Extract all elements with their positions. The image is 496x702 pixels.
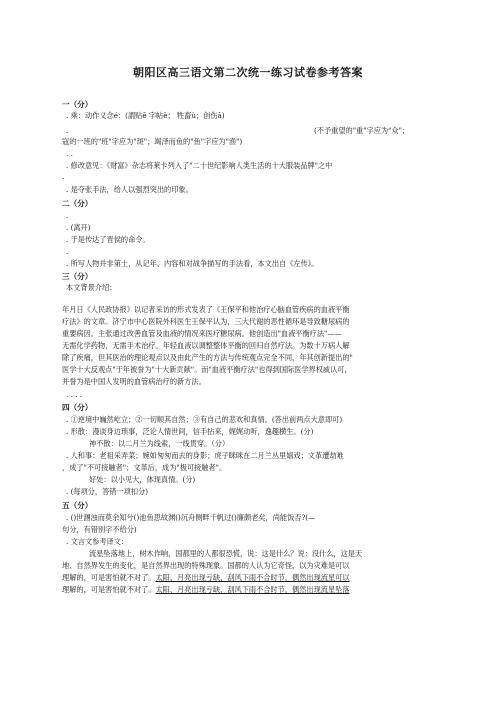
underlined-text: 太阳、月亮出现亏缺，刮风下雨不合时节，偶然出现流星坠落 bbox=[155, 585, 350, 594]
paragraph-line bbox=[62, 585, 350, 594]
answer-line: 本文背景介绍： bbox=[66, 283, 117, 292]
answer-line: . 人和事：老祖采弄菜；婉如匆匆而去的身影；虎子眯咪在二月兰丛里嬉戏；文革遭劫难 bbox=[66, 451, 344, 460]
answer-line: 寇的一班的"班"字应为"斑"；竭泽而鱼的"鱼"字应为"渔") bbox=[62, 137, 243, 146]
paragraph-line: 流星坠落地上，树木作响，国都里的人都很恐慌，说：这是什么？说：没什么，这是天 bbox=[89, 549, 363, 558]
section-5-heading: 五（分） bbox=[62, 501, 93, 510]
paragraph-line: 除了疾痛，但其医治的理论观点以及由此产生的方法与传统观点完全不同，年其创新提出的" bbox=[62, 353, 353, 362]
section-4-heading: 四（分） bbox=[62, 403, 93, 412]
answer-line: 神不散：以二月兰为线索，一线贯穿。（分） bbox=[89, 439, 230, 448]
answer-line: . 于是传达了晋侯的命令。 bbox=[66, 235, 150, 244]
answer-line: 句分，有错别字不给分) bbox=[62, 525, 137, 534]
answer-line: (不予重望的"重"字应为"众"； bbox=[314, 126, 410, 135]
answer-line: . . bbox=[66, 149, 73, 158]
answer-line: . 文言文参考译文： bbox=[66, 537, 129, 546]
answer-line: . bbox=[66, 211, 69, 220]
answer-line: . bbox=[62, 172, 65, 181]
answer-line: . 所写人物并非第土，从记年、内容和对战争描写的手法看，本文出自《左传》。 bbox=[66, 259, 319, 268]
paragraph-line: 疗法》的文章。济宁市中心医院外科医生王保平认为，三大代谢的恶性循环是导致糖尿病的 bbox=[62, 317, 350, 326]
text-run: 理解的，可是害怕就不对了。 bbox=[62, 573, 156, 582]
section-3-heading: 三（分） bbox=[62, 272, 93, 281]
answer-line: . bbox=[66, 126, 69, 135]
paragraph-line: 地、自然界发生的变化，是自然界出现的特殊现象。国都的人认为它奇怪，以为灾难是可以 bbox=[62, 561, 350, 570]
answer-line: . (离开) bbox=[66, 223, 91, 232]
answer-line: . 是夺张手法，给人以强烈突出的印象。 bbox=[66, 185, 193, 194]
paragraph-line: 无需化学药物，无需手术治疗。年轻血液以调整整体平衡的回归自然疗法。为数十万病人解 bbox=[62, 341, 350, 350]
paragraph-line: 重要病因。主张通过改善血管及血液的情况来医疗糖尿病。他创造出"血液平衡疗法"—— bbox=[62, 329, 342, 338]
paragraph-line: 年月日《人民政协报》以记者采访的形式发表了《王保平和他治疗心脑血管疾病的血液平衡 bbox=[62, 305, 350, 314]
answer-line: 好处：以小见大，体现真情。(分) bbox=[89, 475, 196, 484]
answer-line: . ()世溷浊而莫余知兮()池鱼思故渊()沉舟侧畔千帆过()廉颇老矣，尚能饭否?(— bbox=[66, 513, 316, 522]
answer-line: . (每项分，答错一项扣分) bbox=[66, 487, 149, 496]
answer-line: . . . . bbox=[66, 390, 82, 399]
text-run: 理解的，可是害怕就不对了。 bbox=[62, 585, 156, 594]
underlined-text: 太阳、月亮出现亏缺，刮风下雨不合时节，偶然出现流星可以 bbox=[155, 573, 350, 582]
paragraph-line: 并誉为是中国人发明的血管病治疗的新方法。 bbox=[62, 377, 206, 386]
paragraph-line bbox=[62, 573, 350, 582]
document-title: 朝阳区高三语文第二次统一练习试卷参考答案 bbox=[133, 66, 363, 79]
answer-line: . 形散：漫谈身边琐事，泛论人情世间，信手拈来，娓娓动听，逸趣横生。(分) bbox=[66, 427, 314, 436]
answer-line: . bbox=[66, 247, 69, 256]
answer-line: ，成了"不可接触者"；文革后，成为"极可接触者"。 bbox=[62, 463, 227, 472]
section-1-heading: 一（分） bbox=[62, 100, 93, 109]
section-2-heading: 二（分） bbox=[62, 199, 93, 208]
paragraph-line: 医学十大反观点"于年被誉为"十大新贡献"。而"血液平衡疗法"也得到国际医学界权威认可， bbox=[62, 365, 352, 374]
answer-line: . ①逆境中巍然屹立；②一切顺其自然；③有自己的悲欢和真情。(答出前两点大意即可) bbox=[66, 415, 343, 424]
answer-line: . 乘：动作义念é：(謂贴ē 字帖è； 牲畜ù；创伤ā) bbox=[66, 111, 225, 120]
answer-line: . 修改意见：《财富》杂志将莱卡列入了"二十世纪影响人类生活的十大服装品牌"之中 bbox=[66, 161, 333, 170]
